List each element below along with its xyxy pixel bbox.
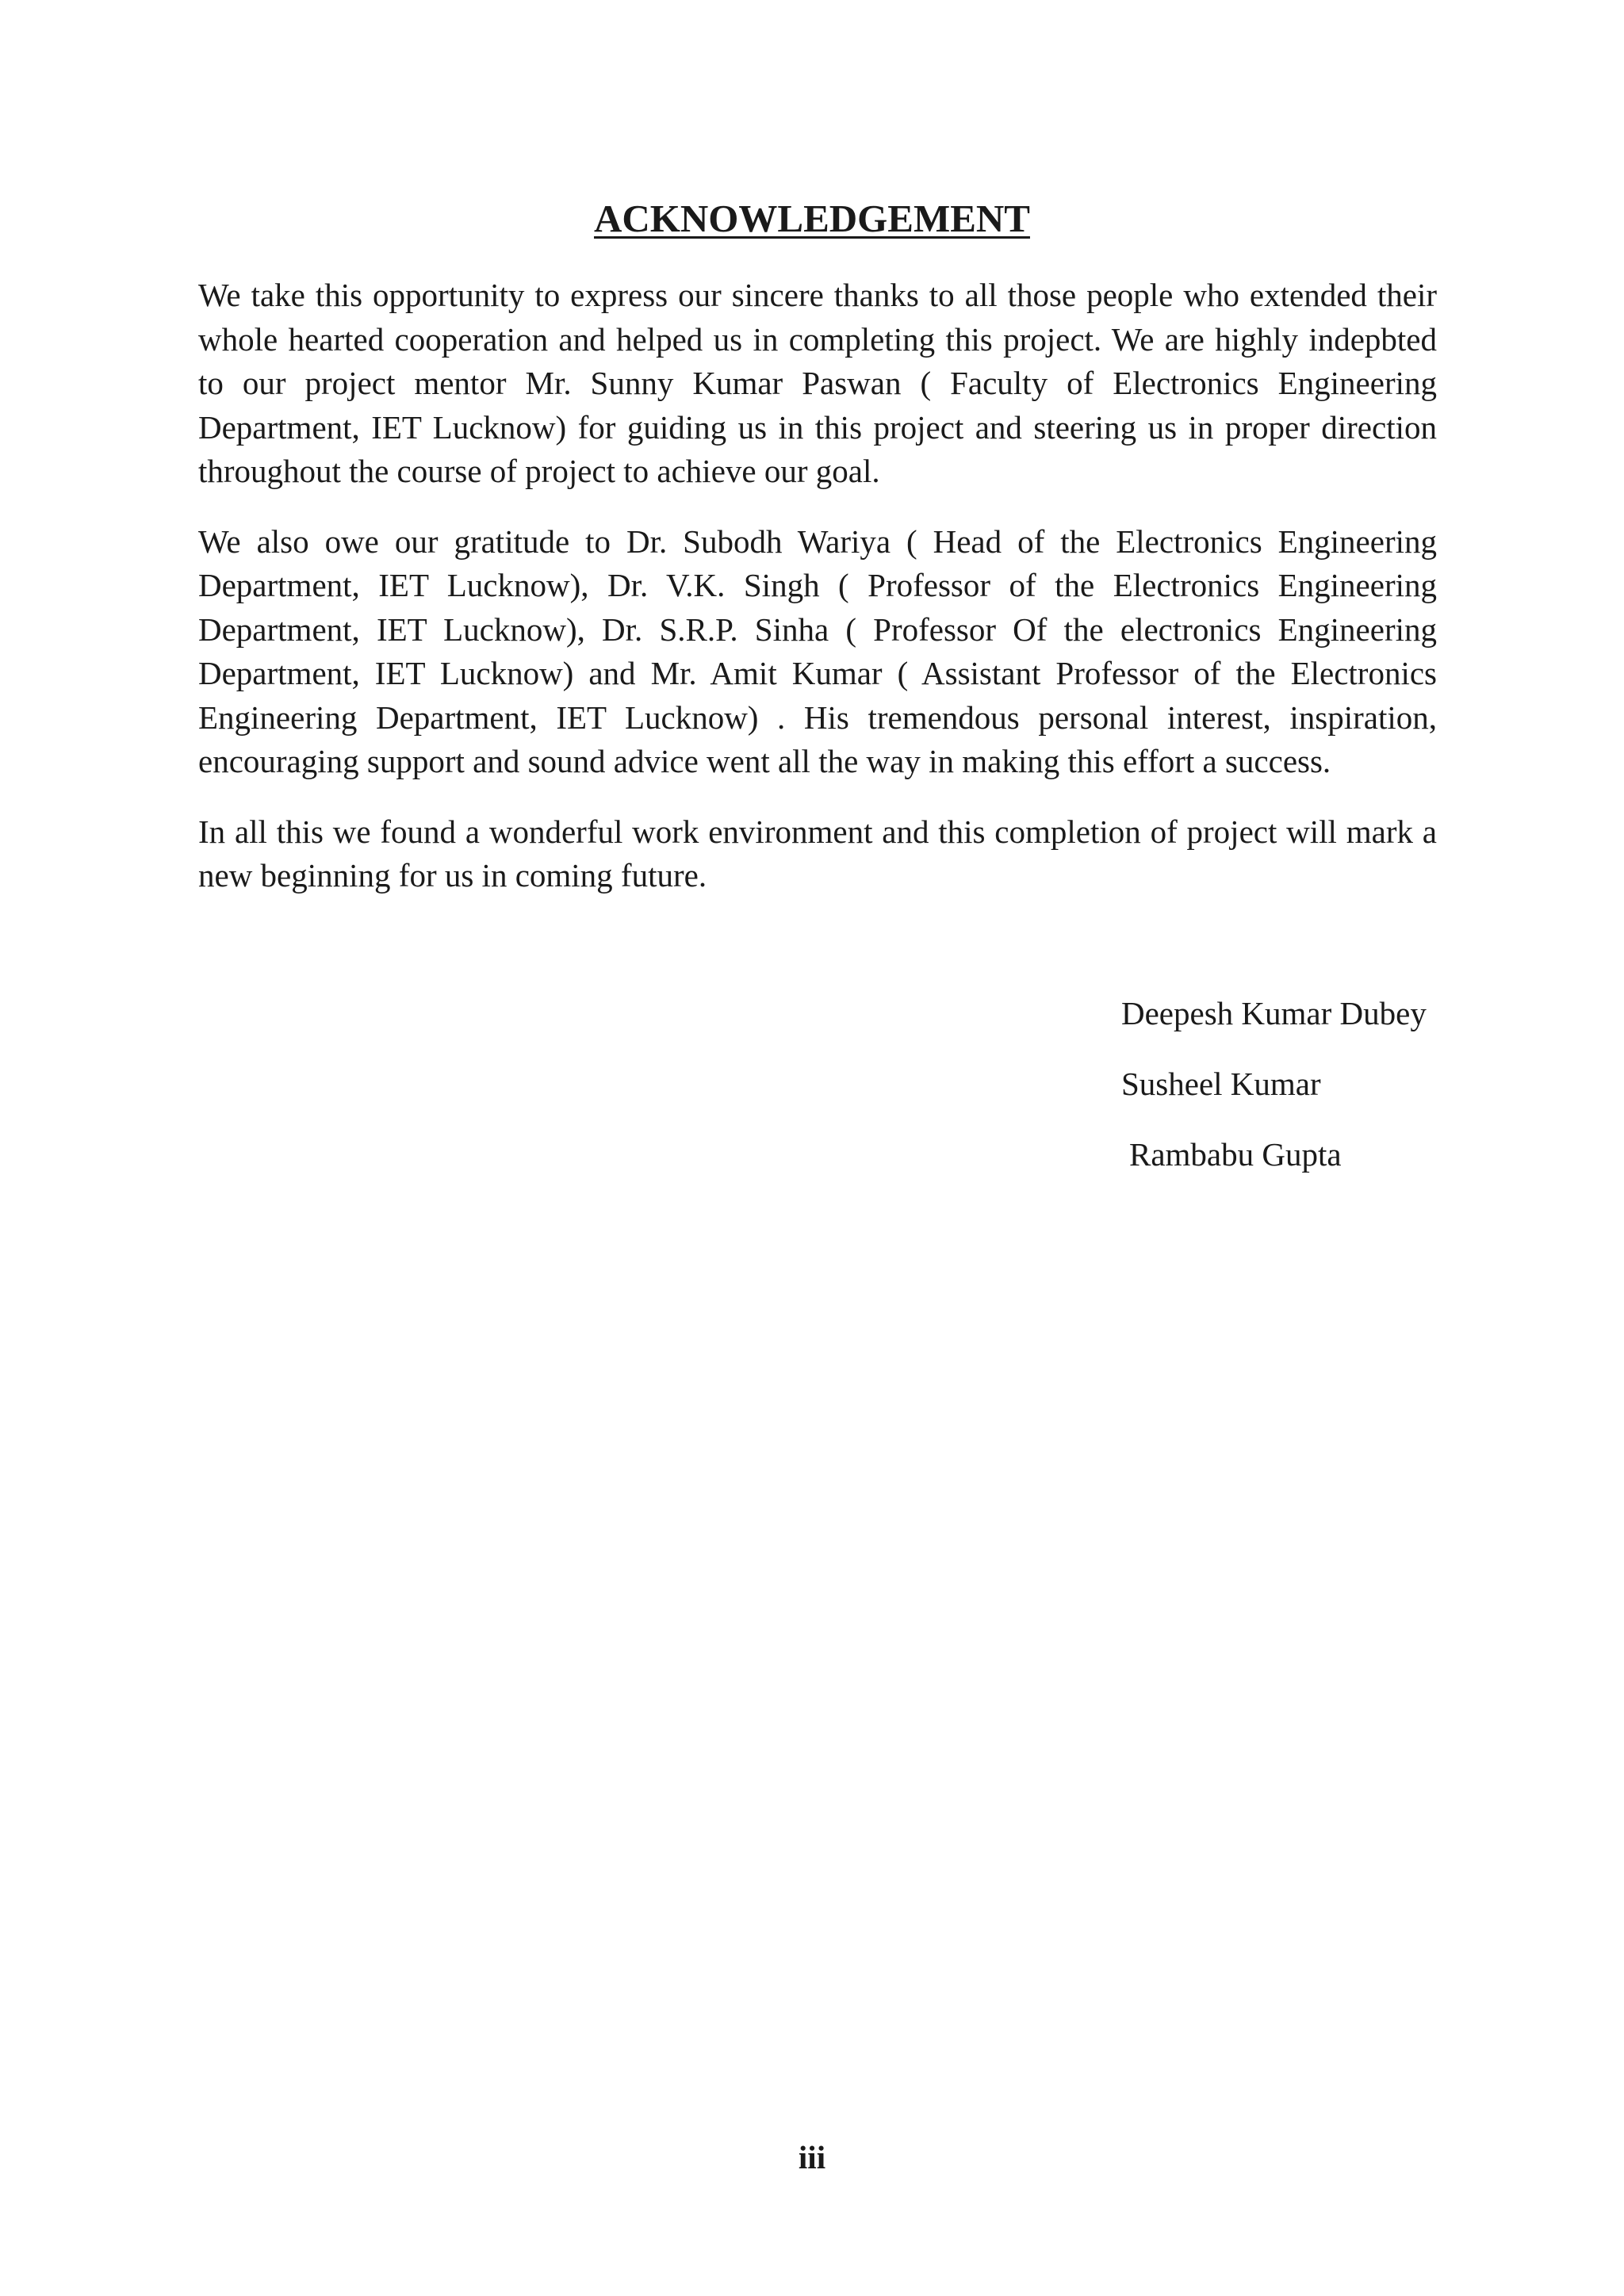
acknowledgement-body xyxy=(198,274,1437,924)
paragraph-1: We take this opportunity to express our sincere thanks to all those people who extended their whole hearted cooperation and helped us in completing this project. We are highly indepbted to our project mentor Mr. Sunny Kumar Paswan ( Faculty of Electronics Engineering Department, IET Lucknow) for guiding us in this project and steering us in proper direction throughout the course of project to achieve our goal. xyxy=(198,277,1437,489)
paragraph-3: In all this we found a wonderful work environment and this completion of project will mark a new beginning for us in coming future. xyxy=(198,813,1437,894)
signatory-name: Deepesh Kumar Dubey xyxy=(1121,995,1427,1031)
signatory-name: Susheel Kumar xyxy=(1121,1066,1321,1102)
page-number: iii xyxy=(798,2139,826,2175)
paragraph-2: We also owe our gratitude to Dr. Subodh Wariya ( Head of the Electronics Engineering Department, IET Lucknow), Dr. V.K. Singh ( Professor of the Electronics Engineering Department, IET Lucknow), Dr. S.R.P. Sinha ( Professor Of the electronics Engineering Department, IET Lucknow) and Mr. Amit Kumar ( Assistant Professor of the Electronics Engineering Department, IET Lucknow) . His tremendous personal interest, inspiration, encouraging support and sound advice went all the way in making this effort a success. xyxy=(198,522,1437,779)
page-title: ACKNOWLEDGEMENT xyxy=(594,197,1030,240)
signatory-name: Rambabu Gupta xyxy=(1129,1136,1342,1173)
signature-block xyxy=(1121,993,1427,1205)
